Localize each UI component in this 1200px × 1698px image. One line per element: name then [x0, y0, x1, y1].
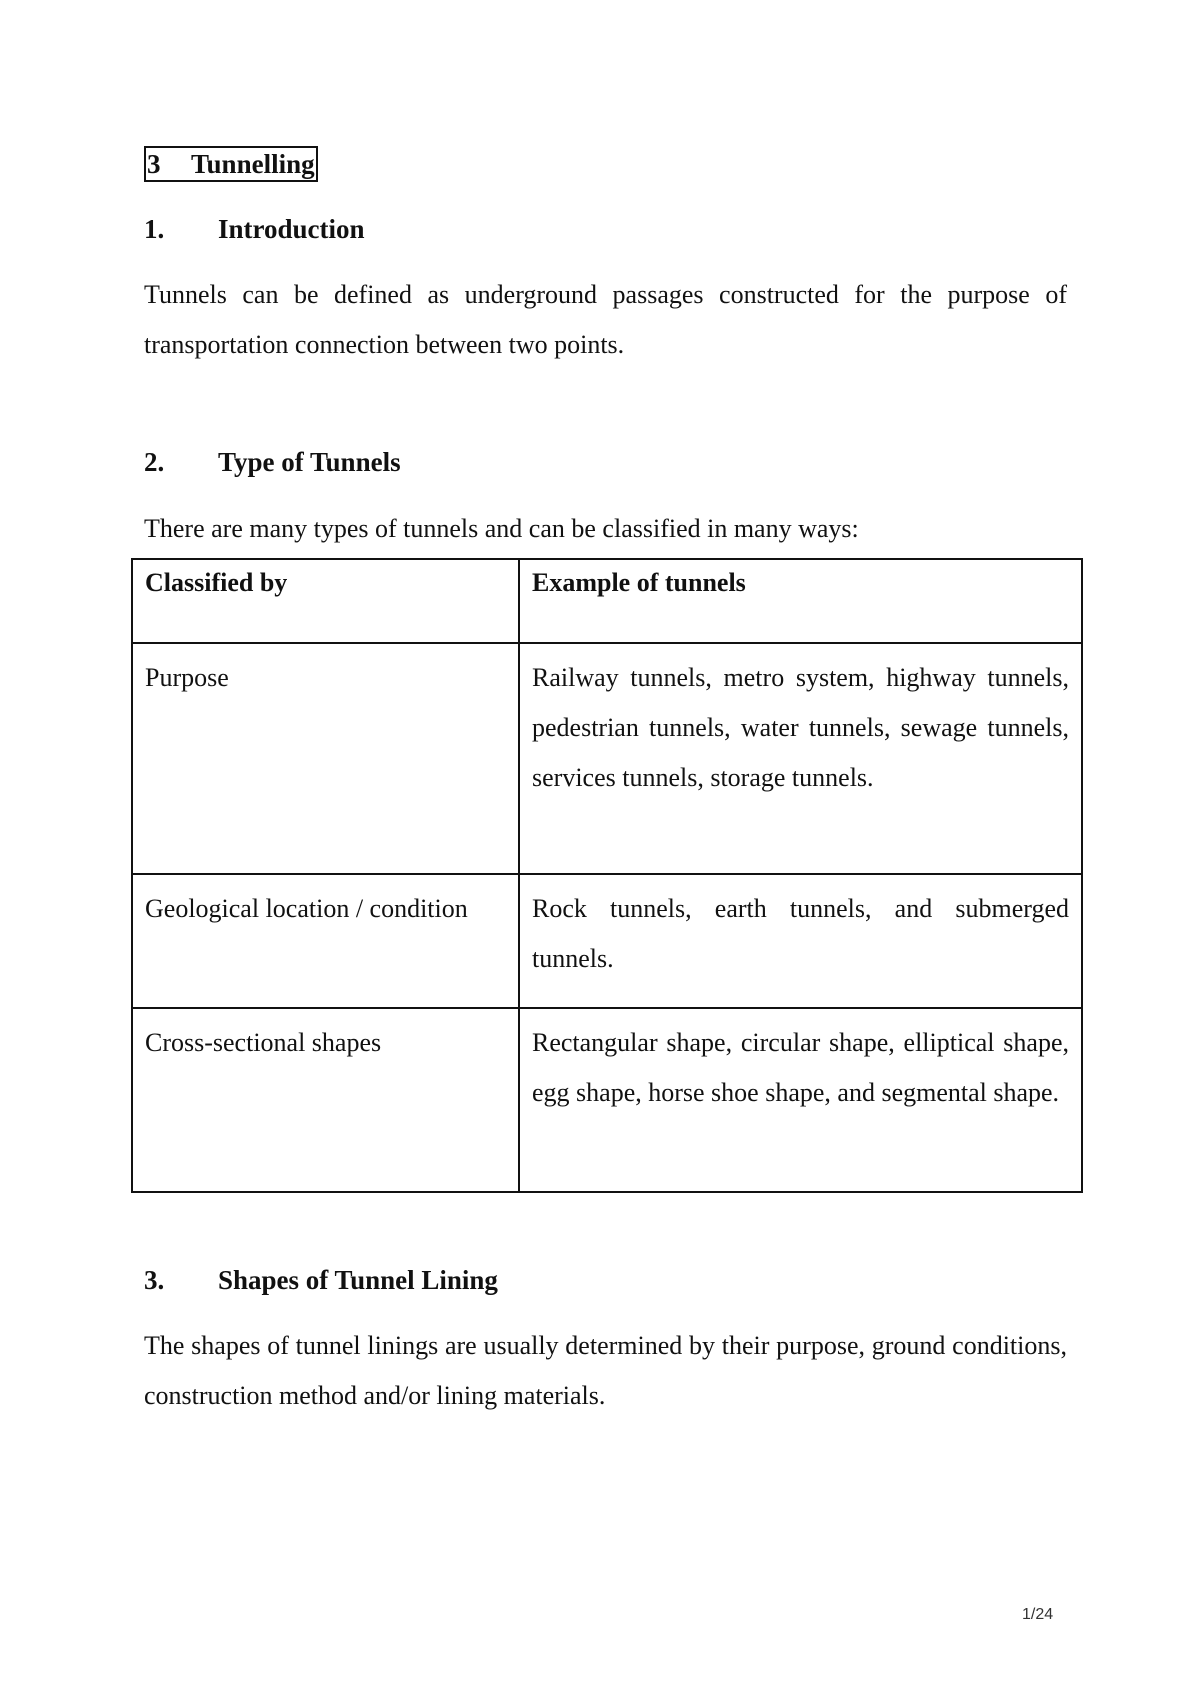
table-header-row: [132, 559, 1082, 643]
section-number: 2.: [144, 447, 165, 477]
chapter-title: [144, 146, 318, 182]
table-header-cell: Classified by: [132, 559, 519, 643]
section-title: Type of Tunnels: [218, 447, 401, 477]
table-row: [132, 874, 1082, 1008]
section-heading-type-of-tunnels: [144, 445, 401, 479]
type-of-tunnels-lead: There are many types of tunnels and can be classified in many ways:: [144, 514, 859, 543]
table-cell-examples: Rectangular shape, circular shape, elliptical shape, egg shape, horse shoe shape, and segmental shape.: [519, 1008, 1082, 1192]
section-number: 3.: [144, 1265, 165, 1295]
section-title: Introduction: [218, 214, 365, 244]
shapes-paragraph: The shapes of tunnel linings are usually determined by their purpose, ground conditions, construction method and/or lining materials.: [144, 1331, 1067, 1410]
page-number: 1/24: [1022, 1606, 1054, 1623]
chapter-number: 3: [147, 149, 161, 179]
table-row: [132, 1008, 1082, 1192]
chapter-title-text: Tunnelling: [191, 149, 315, 179]
table-cell-examples: Railway tunnels, metro system, highway tunnels, pedestrian tunnels, water tunnels, sewage tunnels, services tunnels, storage tunnels.: [519, 643, 1082, 874]
section-number: 1.: [144, 214, 165, 244]
section-heading-introduction: [144, 212, 365, 246]
section-heading-shapes-of-tunnel-lining: [144, 1263, 498, 1297]
table-cell-classification: Cross-sectional shapes: [132, 1008, 519, 1192]
tunnel-types-table: [131, 558, 1083, 1193]
table-header-cell: Example of tunnels: [519, 559, 1082, 643]
table-row: [132, 643, 1082, 874]
table-cell-classification: Geological location / condition: [132, 874, 519, 1008]
section-title: Shapes of Tunnel Lining: [218, 1265, 498, 1295]
table-cell-examples: Rock tunnels, earth tunnels, and submerged tunnels.: [519, 874, 1082, 1008]
table-cell-classification: Purpose: [132, 643, 519, 874]
introduction-paragraph: Tunnels can be defined as underground passages constructed for the purpose of transportation connection between two points.: [144, 280, 1067, 359]
